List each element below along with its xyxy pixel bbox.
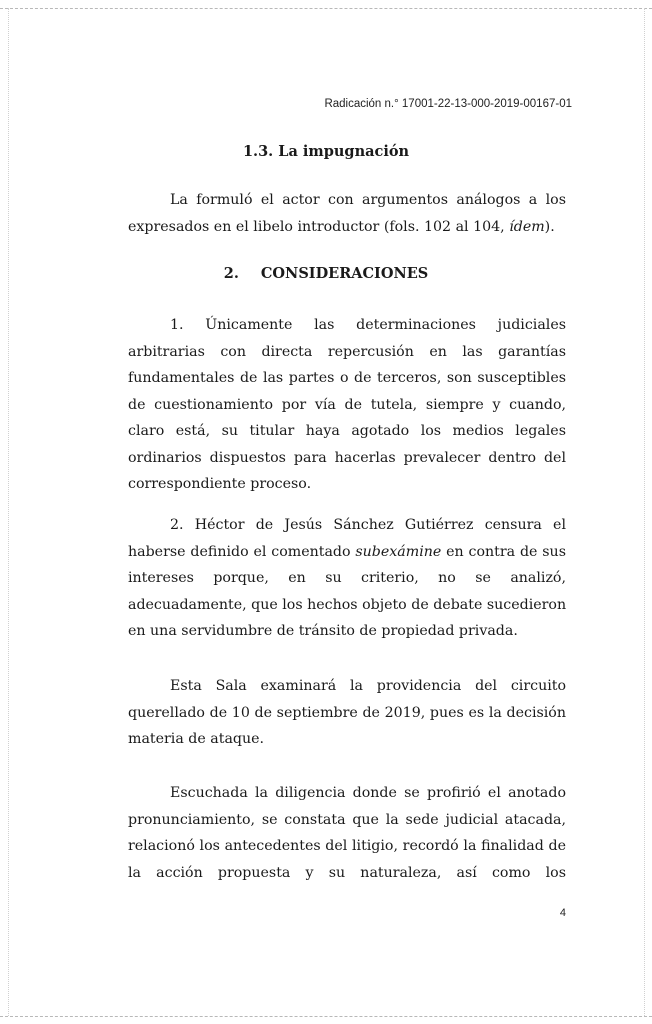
paragraph-line: correspondiente proceso. <box>128 476 312 492</box>
paragraph-consideracion-1 <box>128 312 566 498</box>
paragraph-line: la acción propuesta y su naturaleza, así como los <box>128 864 566 881</box>
scan-border-top <box>0 8 652 9</box>
paragraph-line: 2. Héctor de Jesús Sánchez Gutiérrez censura el <box>170 517 566 533</box>
text-run: en contra de sus <box>441 543 566 560</box>
italic-term: subexámine <box>355 543 442 560</box>
section-title: CONSIDERACIONES <box>260 265 429 282</box>
text-run: haberse definido el comentado <box>128 543 356 560</box>
paragraph-line: Esta Sala examinará la providencia del circuito <box>170 678 566 694</box>
text-run: expresados en el libelo introductor (fols. 102 al 104, <box>128 218 510 235</box>
paragraph-line: relacionó los antecedentes del litigio, recordó la finalidad de <box>128 838 566 854</box>
paragraph-line: ordinarios dispuestos para hacerlas prevalecer dentro del <box>128 449 566 466</box>
page-number: 4 <box>559 907 566 919</box>
paragraph-impugnacion <box>128 187 566 240</box>
italic-term: ídem <box>509 218 545 235</box>
paragraph-line: materia de ataque. <box>128 731 265 747</box>
section-heading-consideraciones <box>0 265 652 282</box>
paragraph-line: intereses porque, en su criterio, no se analizó, <box>128 570 566 586</box>
paragraph-diligencia <box>128 780 566 886</box>
scan-border-bottom <box>0 1016 652 1017</box>
paragraph-line: pronunciamiento, se constata que la sede judicial atacada, <box>128 811 566 828</box>
paragraph-line: de cuestionamiento por vía de tutela, siempre y cuando, <box>128 396 566 413</box>
paragraph-sala <box>128 673 566 753</box>
radicacion-header: Radicación n.° 17001-22-13-000-2019-00167-01 <box>324 98 572 110</box>
paragraph-line: fundamentales de las partes o de terceros, son susceptibles <box>128 370 566 386</box>
paragraph-line: Escuchada la diligencia donde se profirió el anotado <box>170 785 566 801</box>
paragraph-line: adecuadamente, que los hechos objeto de debate sucedieron <box>128 596 567 613</box>
section-number: 2. <box>223 265 239 282</box>
paragraph-line: claro está, su titular haya agotado los medios legales <box>128 423 566 439</box>
paragraph-consideracion-2 <box>128 512 566 645</box>
paragraph-line: arbitrarias con directa repercusión en las garantías <box>128 343 566 360</box>
paragraph-line: La formuló el actor con argumentos análogos a los <box>170 192 566 208</box>
paragraph-line <box>128 214 566 241</box>
paragraph-line <box>128 539 566 566</box>
text-run: ). <box>544 218 555 235</box>
paragraph-line: querellado de 10 de septiembre de 2019, pues es la decisión <box>128 704 566 721</box>
section-heading-impugnacion: 1.3. La impugnación <box>242 143 410 160</box>
paragraph-line: en una servidumbre de tránsito de propiedad privada. <box>128 623 518 639</box>
paragraph-line: 1. Únicamente las determinaciones judiciales <box>170 317 566 333</box>
